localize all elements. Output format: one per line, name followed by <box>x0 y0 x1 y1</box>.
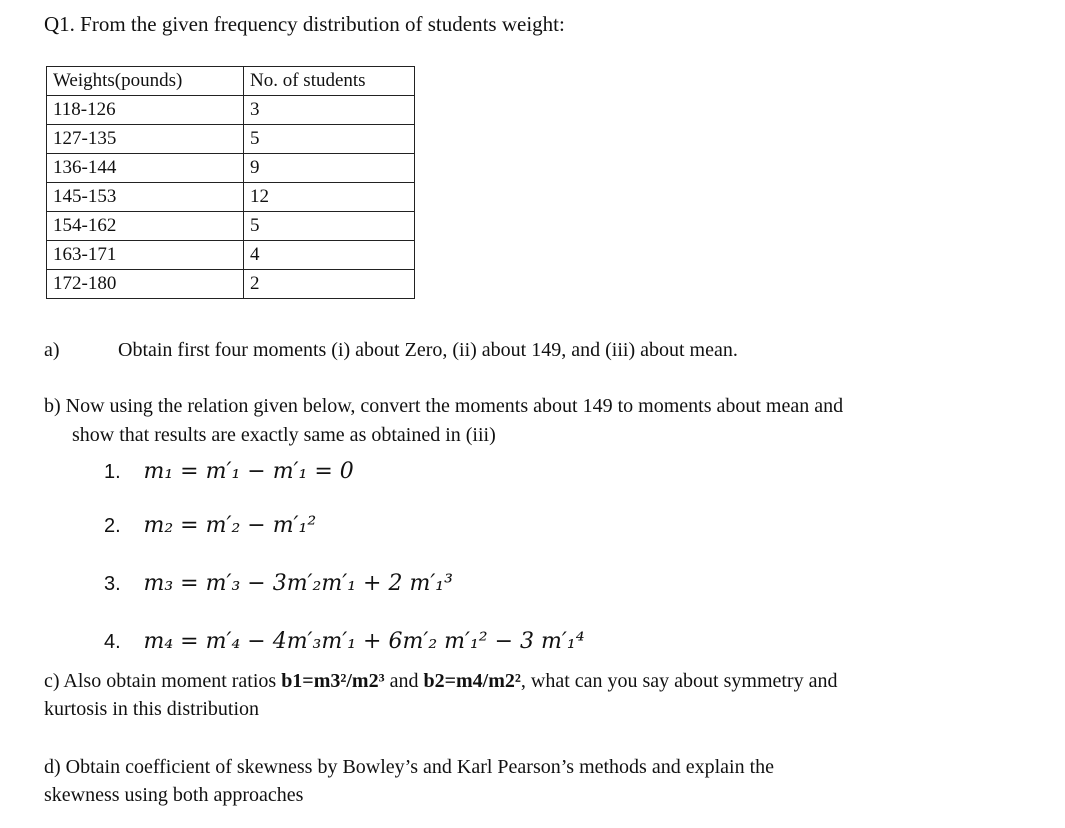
part-c-prefix: c) Also obtain moment ratios <box>44 670 282 692</box>
frequency-table <box>46 66 415 299</box>
part-b-text-line2: show that results are exactly same as obtained in (iii) <box>72 424 496 446</box>
table-header-row <box>47 67 415 96</box>
part-a-text: Obtain first four moments (i) about Zero, (ii) about 149, and (iii) about mean. <box>118 339 738 361</box>
table-row <box>47 241 415 270</box>
weight-range-cell: 136-144 <box>47 154 244 183</box>
student-count-cell: 2 <box>244 270 415 299</box>
formula-expression: m₃ = m′₃ − 3m′₂m′₁ + 2 m′₁³ <box>143 571 453 596</box>
formula-expression: m₄ = m′₄ − 4m′₃m′₁ + 6m′₂ m′₁² − 3 m′₁⁴ <box>143 629 585 654</box>
column-header-weights: Weights(pounds) <box>47 67 244 96</box>
question-title: Q1. From the given frequency distribution of students weight: <box>44 12 565 36</box>
formula-4 <box>104 628 585 654</box>
part-c-text-line2: kurtosis in this distribution <box>44 698 260 720</box>
moment-ratio-b2: b2=m4/m2² <box>423 670 521 692</box>
formula-number: 1. <box>104 461 121 483</box>
moment-ratio-b1: b1=m3²/m2³ <box>281 670 385 692</box>
student-count-cell: 9 <box>244 154 415 183</box>
formula-number: 2. <box>104 515 121 537</box>
student-count-cell: 4 <box>244 241 415 270</box>
part-c-mid: and <box>384 670 424 692</box>
part-a-label: a) <box>44 339 60 361</box>
table-row <box>47 183 415 212</box>
weight-range-cell: 145-153 <box>47 183 244 212</box>
student-count-cell: 5 <box>244 212 415 241</box>
part-c-text-line1 <box>44 670 837 693</box>
table-row <box>47 96 415 125</box>
table-row <box>47 154 415 183</box>
weight-range-cell: 163-171 <box>47 241 244 270</box>
student-count-cell: 12 <box>244 183 415 212</box>
formula-1 <box>104 458 354 484</box>
formula-expression: m₂ = m′₂ − m′₁² <box>143 513 317 538</box>
formula-number: 3. <box>104 573 121 595</box>
weight-range-cell: 127-135 <box>47 125 244 154</box>
formula-3 <box>104 570 453 596</box>
weight-range-cell: 154-162 <box>47 212 244 241</box>
weight-range-cell: 118-126 <box>47 96 244 125</box>
weight-range-cell: 172-180 <box>47 270 244 299</box>
part-d-text-line2: skewness using both approaches <box>44 784 304 806</box>
column-header-students: No. of students <box>244 67 415 96</box>
formula-2 <box>104 512 316 538</box>
table-row <box>47 270 415 299</box>
part-c-suffix: , what can you say about symmetry and <box>520 670 838 692</box>
formula-number: 4. <box>104 631 121 653</box>
table-row <box>47 125 415 154</box>
student-count-cell: 3 <box>244 96 415 125</box>
part-b-text-line1: b) Now using the relation given below, convert the moments about 149 to moments about mean and <box>44 395 844 417</box>
formula-expression: m₁ = m′₁ − m′₁ = 0 <box>143 459 354 484</box>
table-row <box>47 212 415 241</box>
part-d-text-line1: d) Obtain coefficient of skewness by Bowley’s and Karl Pearson’s methods and explain the <box>44 756 775 778</box>
student-count-cell: 5 <box>244 125 415 154</box>
